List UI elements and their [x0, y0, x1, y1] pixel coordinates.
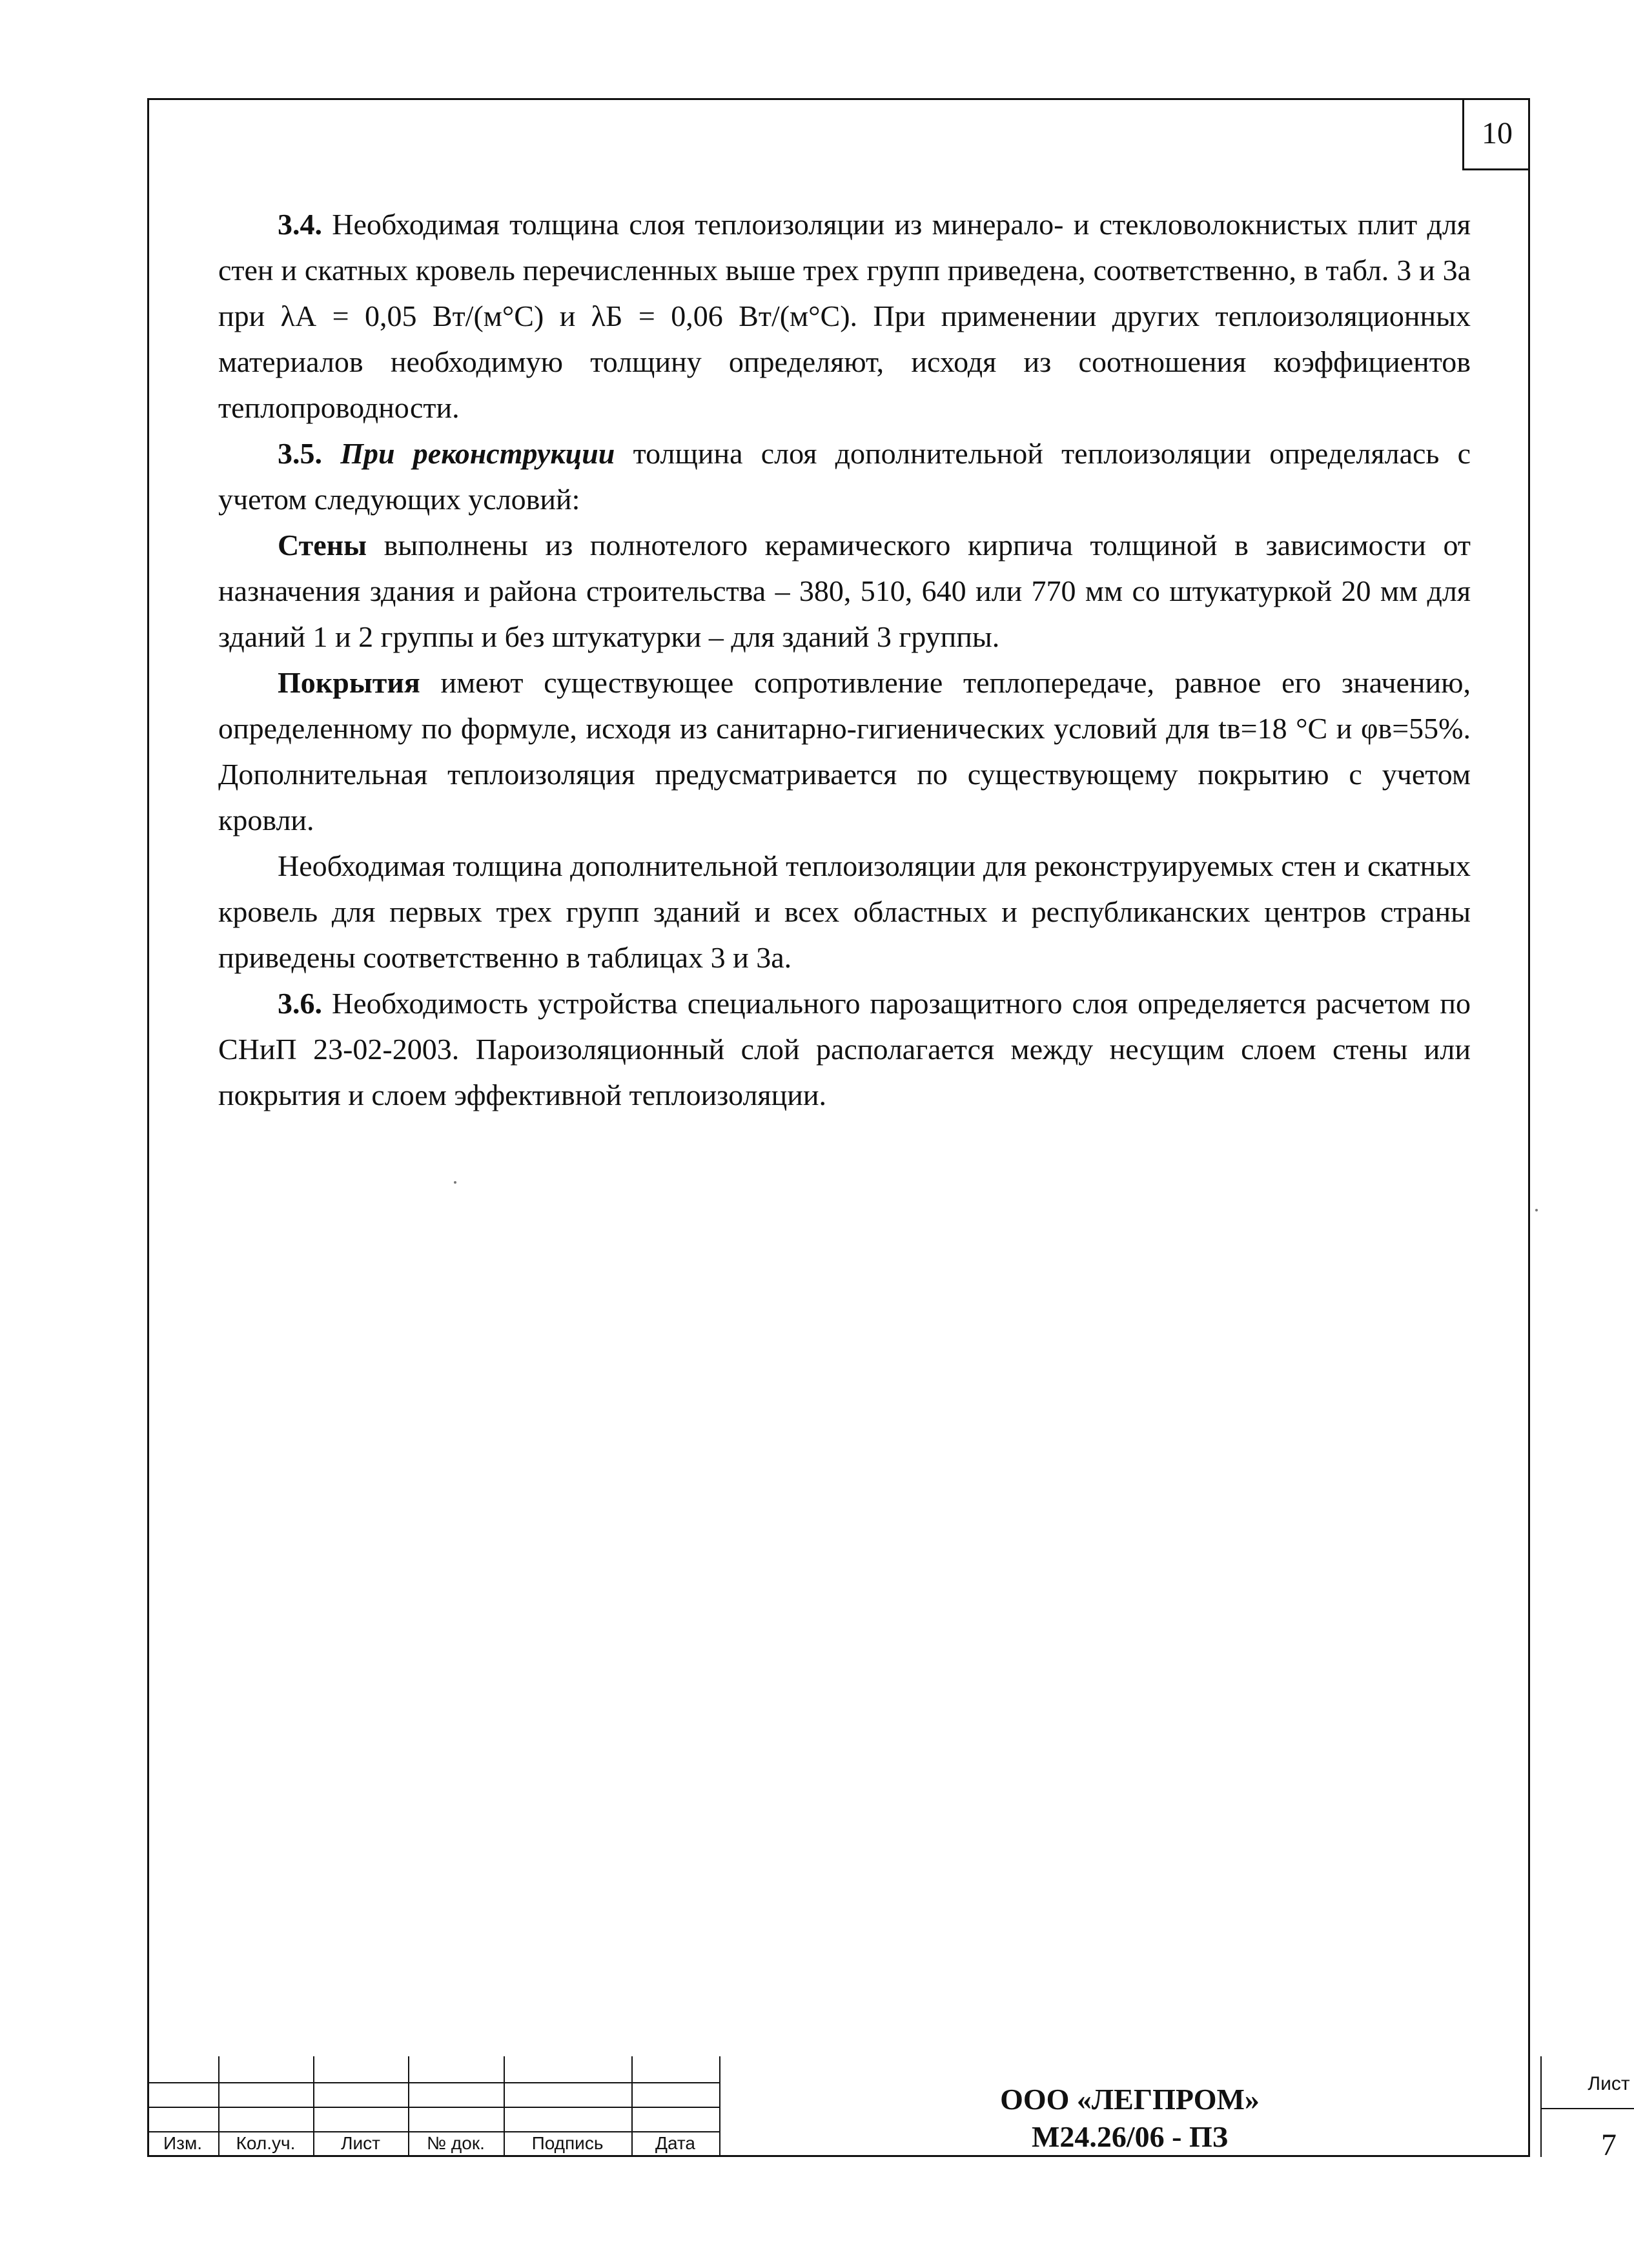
header-date: Дата	[655, 2133, 695, 2153]
title-block-line	[147, 2082, 719, 2083]
title-block-line	[1540, 2108, 1634, 2109]
title-block	[147, 2056, 1630, 2162]
header-signature: Подпись	[531, 2133, 604, 2153]
paragraph-3-5	[218, 430, 1471, 522]
paragraph-3-6	[218, 980, 1471, 1118]
paragraph-text: Необходимость устройства специального парозащитного слоя определяется расчетом по СНиП 23-02-2003. Пароизоляционный слой располагается между несущим слоем стены или покрытия и слоем эффективной теплоизоляции.	[218, 987, 1471, 1111]
scan-speck	[1535, 1209, 1538, 1211]
header-change: Изм.	[163, 2133, 202, 2153]
paragraph-walls	[218, 522, 1471, 660]
paragraph-text: Необходимая толщина дополнительной теплоизоляции для реконструируемых стен и скатных кровель для первых трех групп зданий и всех областных и республиканских центров страны приведены соответственно в таблицах 3 и 3а.	[218, 849, 1471, 974]
paragraph-text: имеют существующее сопротивление теплопередаче, равное его значению, определенному по формуле, исходя из санитарно-гигиенических условий для tв=18 °С и φв=55%. Дополнительная теплоизоляция предусматривается по существующему покрытию с учетом кровли.	[218, 666, 1471, 836]
section-number: 3.5.	[278, 437, 322, 470]
header-doc-no: № док.	[427, 2133, 485, 2153]
section-number: 3.6.	[278, 987, 322, 1020]
document-body	[218, 201, 1471, 1118]
organization-name: ООО «ЛЕГПРОМ»	[1000, 2083, 1260, 2116]
sheet-number: 7	[1601, 2128, 1617, 2162]
emphasis-text: При реконструкции	[340, 437, 615, 470]
paragraph-text: Необходимая толщина слоя теплоизоляции из минерало- и стекловолокнистых плит для стен и скатных кровель перечисленных выше трех групп приведена, соответственно, в табл. 3 и 3а при λА = 0,05 Вт/(м°С) и λБ = 0,06 Вт/(м°С). При применении других теплоизоляционных материалов необходимую толщину определяют, исходя из соотношения коэффициентов теплопроводности.	[218, 208, 1471, 424]
lead-term: Стены	[278, 529, 367, 562]
paragraph-3-4	[218, 201, 1471, 430]
header-qty: Кол.уч.	[236, 2133, 296, 2153]
paragraph-text: выполнены из полнотелого керамического кирпича толщиной в зависимости от назначения здания и района строительства – 380, 510, 640 или 770 мм со штукатуркой 20 мм для зданий 1 и 2 группы и без штукатурки – для зданий 3 группы.	[218, 529, 1471, 653]
document-code: М24.26/06 - ПЗ	[1031, 2120, 1229, 2153]
paragraph-needed	[218, 843, 1471, 980]
scan-speck	[454, 1181, 456, 1184]
page-number: 10	[1462, 98, 1530, 170]
sheet-label: Лист	[1588, 2073, 1630, 2094]
lead-term: Покрытия	[278, 666, 420, 699]
paragraph-text: толщина слоя дополнительной теплоизоляции определялась с учетом следующих условий:	[218, 437, 1471, 516]
paragraph-covers	[218, 660, 1471, 843]
section-number: 3.4.	[278, 208, 322, 241]
header-sheet: Лист	[341, 2133, 380, 2153]
title-block-line	[147, 2107, 719, 2108]
